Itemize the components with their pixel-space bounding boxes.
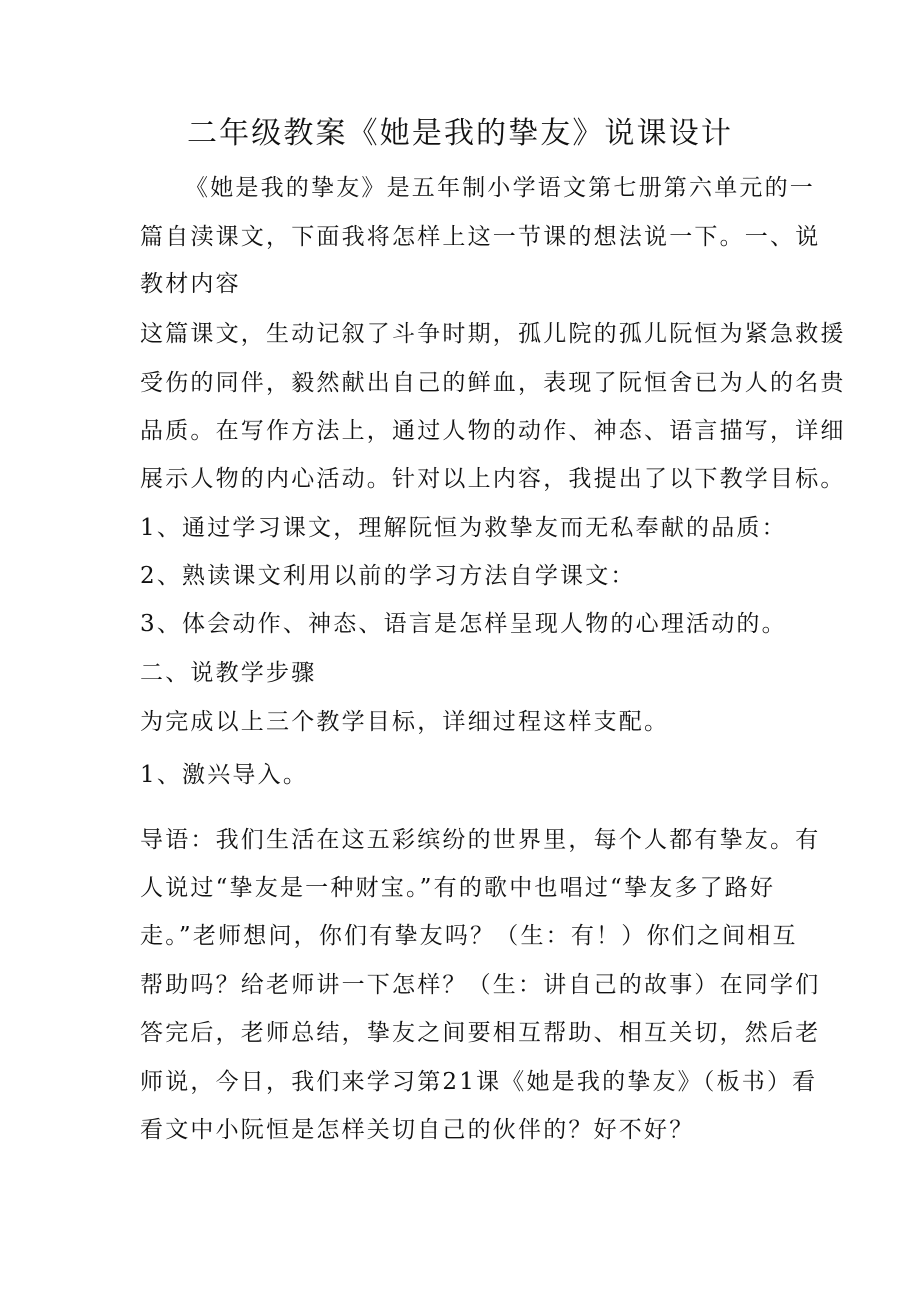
paragraph-line: 为完成以上三个教学目标，详细过程这样支配。: [140, 709, 670, 735]
paragraph-line: 品质。在写作方法上，通过人物的动作、神态、语言描写，详细: [140, 418, 846, 444]
paragraph-line: 看文中小阮恒是怎样关切自己的伙伴的？好不好？: [140, 1117, 695, 1143]
paragraph-line: 答完后，老师总结，挚友之间要相互帮助、相互关切，然后老: [140, 1020, 821, 1046]
paragraph-line: 教材内容: [140, 271, 241, 297]
paragraph-line: 师说，今日，我们来学习第21课《她是我的挚友》（板书）看: [140, 1069, 818, 1095]
objective-item: 2、熟读课文利用以前的学习方法自学课文：: [140, 563, 636, 589]
paragraph-line: 人说过“挚友是一种财宝。”有的歌中也唱过“挚友多了路好: [140, 875, 776, 901]
paragraph-line: 这篇课文，生动记叙了斗争时期，孤儿院的孤儿阮恒为紧急救援: [140, 321, 846, 347]
paragraph-line: 导语：我们生活在这五彩缤纷的世界里，每个人都有挚友。有: [140, 827, 821, 853]
document-title: 二年级教案《她是我的挚友》说课设计: [187, 116, 733, 151]
step-heading: 1、激兴导入。: [140, 762, 309, 788]
section-heading: 二、说教学步骤: [140, 660, 317, 686]
paragraph-line: 展示人物的内心活动。针对以上内容，我提出了以下教学目标。: [140, 466, 846, 492]
paragraph-line: 受伤的同伴，毅然献出自己的鲜血，表现了阮恒舍已为人的名贵: [140, 370, 846, 396]
paragraph-line: 帮助吗？给老师讲一下怎样？（生：讲自己的故事）在同学们: [140, 972, 821, 998]
paragraph-line: 《她是我的挚友》是五年制小学语文第七册第六单元的一: [185, 175, 815, 201]
paragraph-line: 走。”老师想问，你们有挚友吗？（生：有！）你们之间相互: [140, 923, 798, 949]
objective-item: 3、体会动作、神态、语言是怎样呈现人物的心理活动的。: [140, 611, 787, 637]
paragraph-line: 篇自渎课文，下面我将怎样上这一节课的想法说一下。一、说: [140, 224, 821, 250]
objective-item: 1、通过学习课文，理解阮恒为救挚友而无私奉献的品质：: [140, 515, 787, 541]
